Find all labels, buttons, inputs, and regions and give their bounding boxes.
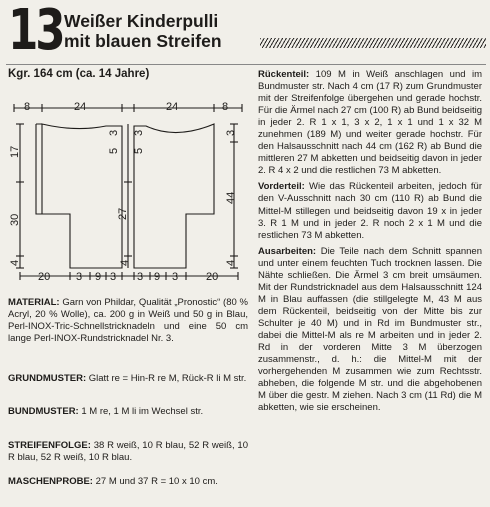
ausarbeiten-text: Die Teile nach dem Schnitt spannen und unter einem feuchten Tuch trocknen lassen. Die Nähte schließen. Die Ärmel 3 cm breit umsäumen. Mit der Rundstricknadel aus dem Halsausschnitt 124 M in Blau auffassen (die stillgelegte M, 43 M aus dem Rückenteil, beidseitig von der Mitte bis zur Schulter je 40 M) und in Rd im Bundmuster str., dabei die Mittel-M als re M arbeiten und in jeder 2. Rd in der vorderen Mitte 3 M überzogen zusammenstr., d. h.: die Mittel-M mit der vorhergehenden M zusammen wie zum Rechtsstr. abheben, die folgende M str. und die abgehobenen M über die gestr. M ziehen. Nach 3 cm (11 Rd) die M abketten, wie sie erscheinen. <box>258 245 482 414</box>
front-piece-outline <box>134 124 214 268</box>
schematic-diagram <box>6 96 252 292</box>
size-line: Kgr. 164 cm (ca. 14 Jahre) <box>8 68 150 80</box>
dim-bottom-20a: 20 <box>38 271 51 283</box>
rueckenteil-text: 109 M in Weiß anschlagen und im Bundmuster str. Nach 4 cm (17 R) zum Grundmuster mit der Streifenfolge übergehen und gerade hochstr. Für die Ärmel nach 27 cm (100 R) ab Bund beidseitig in jeder 2. R 1 x 1, 3 x 2, 1 x 1 und 1 x 32 M zunehmen (189 M) und weiter gerade hochstr. Für den Halsausschnitt nach 44 cm (162 R) ab Bund die mittleren 27 M abketten und beidseitig davon in jeder 2. R 4 x 2 und die restlichen 73 M abketten. <box>258 69 482 177</box>
material-text: Garn von Phildar, Qualität „Pronostic“ (80 % Acryl, 20 % Wolle), ca. 200 g in Weiß und 50 g in Blau, Perl-INOX-Tric-Schnellstricknadeln und eine 50 cm lange Perl-INOX-Rundstricknadel Nr. 3. <box>8 297 249 345</box>
pattern-number: 13 <box>8 0 63 63</box>
dim-bottom-20b: 20 <box>206 271 219 283</box>
vorderteil-section <box>258 181 482 241</box>
pattern-title <box>64 11 222 51</box>
dim-right-3: 3 <box>225 129 237 136</box>
dim-top-left: 8 <box>24 101 31 113</box>
dim-mid-3b: 3 <box>133 129 145 136</box>
ausarbeiten-section <box>258 246 482 415</box>
dim-bottom-3b: 3 <box>110 271 117 283</box>
maschenprobe-section <box>8 476 248 492</box>
vorderteil-text: Wie das Rückenteil arbeiten, jedoch für den V-Ausschnitt nach 30 cm (110 R) ab Bund die Mittel-M stillegen und beidseitig davon 19 x in jeder 3. R 1 M und in jeder 2. R noch 2 x 1 M und die restlichen 73 M abketten. <box>258 181 483 241</box>
rueckenteil-section <box>258 69 482 177</box>
material-label: MATERIAL: <box>8 297 60 308</box>
header-divider <box>6 64 486 65</box>
dim-mid-3a: 3 <box>108 129 120 136</box>
bundmuster-section <box>8 406 248 422</box>
dim-bottom-3c: 3 <box>137 271 144 283</box>
grundmuster-section <box>8 373 248 389</box>
dim-left-4: 4 <box>9 259 21 266</box>
dim-top-mid-left: 24 <box>74 101 87 113</box>
grundmuster-label: GRUNDMUSTER: <box>8 373 87 384</box>
maschenprobe-label: MASCHENPROBE: <box>8 476 93 487</box>
dim-mid-4: 4 <box>119 259 131 266</box>
header-hatch-rule <box>260 38 486 48</box>
dim-left-17: 17 <box>9 145 21 158</box>
dim-bottom-3a: 3 <box>76 271 83 283</box>
maschenprobe-text: 27 M und 37 R = 10 x 10 cm. <box>95 476 218 487</box>
dim-mid-5a: 5 <box>108 147 120 154</box>
dim-mid-5b: 5 <box>133 147 145 154</box>
dim-bottom-9a: 9 <box>95 271 102 283</box>
right-column <box>258 69 482 418</box>
dim-left-30: 30 <box>9 213 21 226</box>
dim-right-44: 44 <box>225 191 237 204</box>
streifenfolge-section <box>8 440 248 468</box>
title-line-2: mit blauen Streifen <box>64 31 222 51</box>
back-piece-outline <box>42 124 122 268</box>
bundmuster-label: BUNDMUSTER: <box>8 406 79 417</box>
dim-right-4: 4 <box>225 259 237 266</box>
streifenfolge-text: 38 R weiß, 10 R blau, 52 R weiß, 10 R blau, 52 R weiß, 10 R blau. <box>8 440 248 464</box>
page-header <box>6 0 486 63</box>
streifenfolge-label: STREIFENFOLGE: <box>8 440 91 451</box>
dim-top-mid-right: 24 <box>166 101 179 113</box>
dim-top-right: 8 <box>222 101 229 113</box>
title-line-1: Weißer Kinderpulli <box>64 11 219 31</box>
dim-bottom-3d: 3 <box>172 271 179 283</box>
material-section <box>8 297 248 349</box>
rueckenteil-label: Rückenteil: <box>258 69 310 80</box>
grundmuster-text: Glatt re = Hin-R re M, Rück-R li M str. <box>88 373 247 384</box>
dim-mid-27: 27 <box>117 207 129 220</box>
dim-bottom-9b: 9 <box>154 271 161 283</box>
vorderteil-label: Vorderteil: <box>258 181 305 193</box>
ausarbeiten-label: Ausarbeiten: <box>258 245 317 257</box>
bundmuster-text: 1 M re, 1 M li im Wechsel str. <box>81 406 204 417</box>
